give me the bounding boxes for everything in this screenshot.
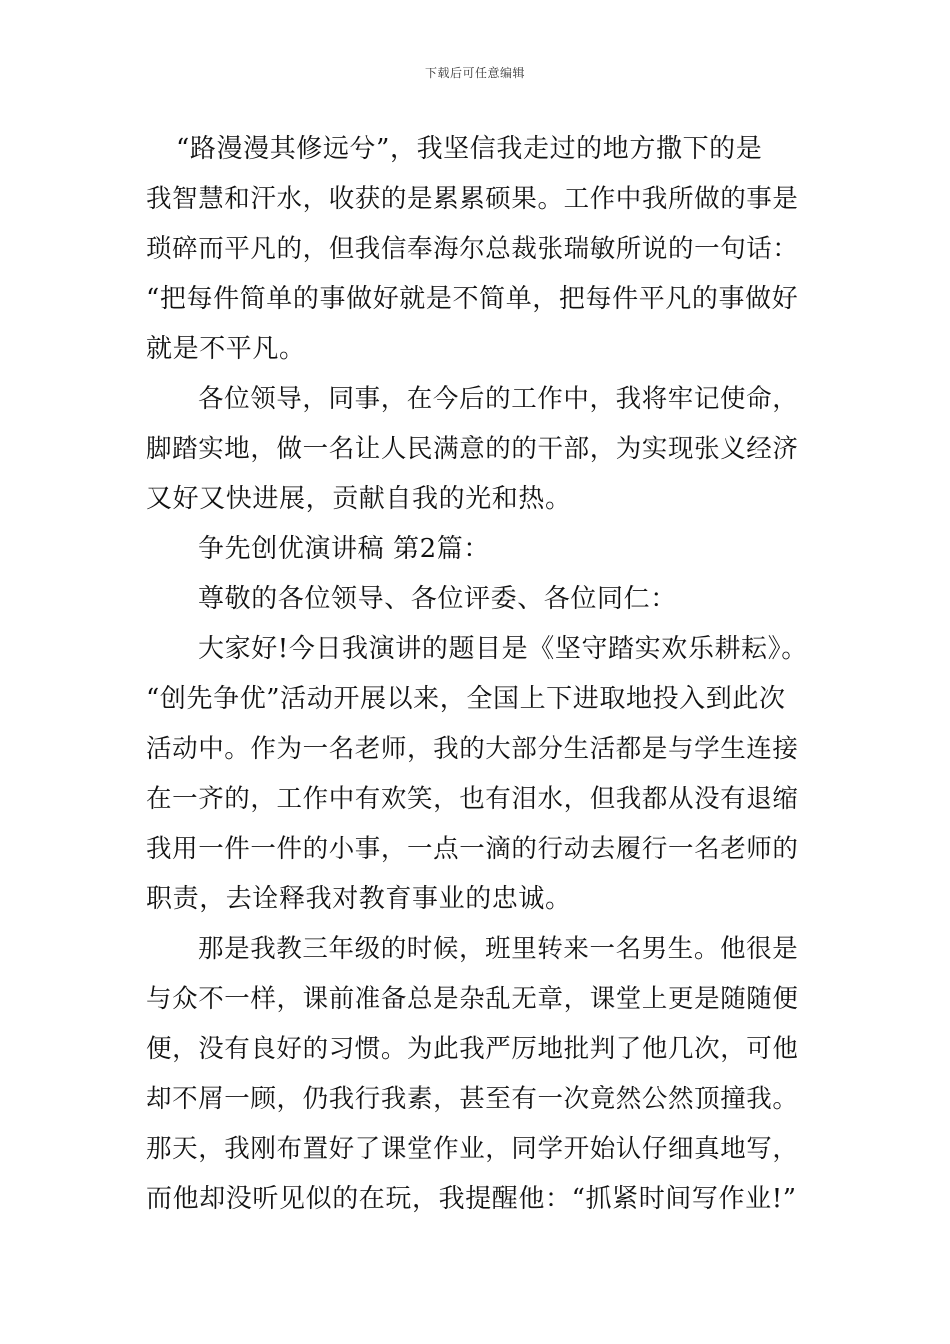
text-line: 我智慧和汗水，收获的是累累硕果。工作中我所做的事是 [146, 184, 799, 214]
page-header: 下载后可任意编辑 [424, 66, 525, 80]
text-line: 又好又快进展，贡献自我的光和热。 [146, 484, 572, 514]
text-line: 琐碎而平凡的，但我信奉海尔总裁张瑞敏所说的一句话： [146, 234, 799, 264]
text-line: 我用一件一件的小事，一点一滴的行动去履行一名老师的 [146, 834, 799, 864]
text-line: 却不屑一顾，仍我行我素，甚至有一次竟然公然顶撞我。 [146, 1084, 799, 1114]
text-line: 与众不一样，课前准备总是杂乱无章，课堂上更是随随便 [146, 984, 799, 1014]
text-line: 在一齐的，工作中有欢笑，也有泪水，但我都从没有退缩 [146, 784, 799, 814]
text-line: 便，没有良好的习惯。为此我严厉地批判了他几次，可他 [146, 1034, 799, 1064]
text-line: 争先创优演讲稿 第2篇： [198, 534, 491, 564]
text-line: 就是不平凡。 [146, 334, 306, 364]
text-line: 那是我教三年级的时候，班里转来一名男生。他很是 [198, 934, 799, 964]
text-line: 脚踏实地，做一名让人民满意的的干部，为实现张义经济 [146, 434, 799, 464]
text-line: 而他却没听见似的在玩，我提醒他：“抓紧时间写作业!” [146, 1184, 797, 1214]
text-line: 职责，去诠释我对教育事业的忠诚。 [146, 884, 572, 914]
text-line: 尊敬的各位领导、各位评委、各位同仁： [198, 584, 677, 614]
text-line: “路漫漫其修远兮”，我坚信我走过的地方撒下的是 [176, 134, 763, 164]
text-line: “把每件简单的事做好就是不简单，把每件平凡的事做好 [146, 284, 799, 314]
text-line: 各位领导，同事，在今后的工作中，我将牢记使命， [198, 384, 799, 414]
text-line: 大家好!今日我演讲的题目是《坚守踏实欢乐耕耘》。 [198, 634, 808, 664]
text-line: “创先争优”活动开展以来，全国上下进取地投入到此次 [146, 684, 786, 714]
text-line: 活动中。作为一名老师，我的大部分生活都是与学生连接 [146, 734, 799, 764]
text-line: 那天，我刚布置好了课堂作业，同学开始认仔细真地写， [146, 1134, 799, 1164]
